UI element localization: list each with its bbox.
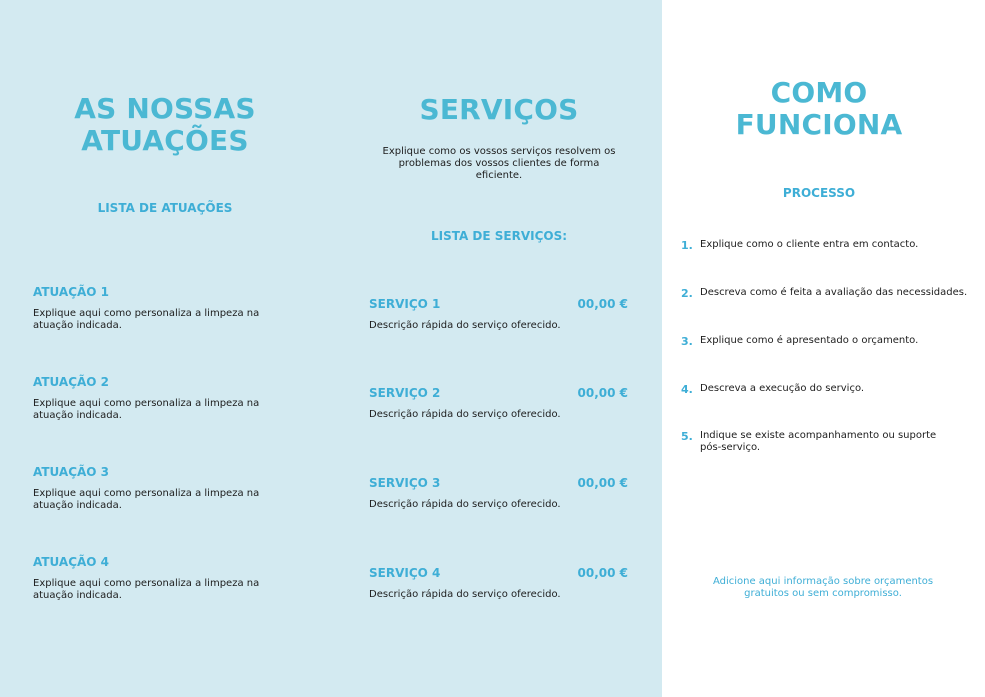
processo-subtitle: PROCESSO (782, 186, 856, 200)
atuacao-1-text: Explique aqui como personaliza a limpeza na atuação indicada. (33, 308, 260, 331)
servico-1-title: SERVIÇO 1 (369, 297, 441, 311)
atuacao-4-title: ATUAÇÃO 4 (33, 555, 110, 569)
atuacao-4-text: Explique aqui como personaliza a limpeza na atuação indicada. (33, 578, 260, 601)
atuacoes-title-line2: ATUAÇÕES (81, 124, 249, 157)
servicos-title: SERVIÇOS (419, 93, 579, 126)
servicos-subtitle: LISTA DE SERVIÇOS: (430, 229, 568, 243)
servicos-intro: Explique como os vossos serviços resolvem os problemas dos vossos clientes de forma eficiente. (382, 146, 616, 181)
servico-3-price: 00,00 € (577, 476, 628, 490)
atuacao-3-text: Explique aqui como personaliza a limpeza na atuação indicada. (33, 488, 260, 511)
servico-4-title: SERVIÇO 4 (369, 566, 441, 580)
step-1-number: 1. (681, 239, 693, 252)
servico-3-title: SERVIÇO 3 (369, 476, 441, 490)
step-2-text: Descreva como é feita a avaliação das necessidades. (700, 287, 968, 298)
orcamento-note: Adicione aqui informação sobre orçamentos gratuitos ou sem compromisso. (712, 576, 934, 599)
servico-2-text: Descrição rápida do serviço oferecido. (369, 409, 561, 420)
como-funciona-title (694, 77, 944, 141)
servico-2-title: SERVIÇO 2 (369, 386, 441, 400)
servico-1-price: 00,00 € (577, 297, 628, 311)
atuacao-1-title: ATUAÇÃO 1 (33, 285, 110, 299)
step-3-text: Explique como é apresentado o orçamento. (700, 335, 919, 346)
step-4-text: Descreva a execução do serviço. (700, 383, 865, 394)
servico-4-price: 00,00 € (577, 566, 628, 580)
servico-4-text: Descrição rápida do serviço oferecido. (369, 589, 561, 600)
step-1-text: Explique como o cliente entra em contacto. (700, 239, 919, 250)
atuacoes-title-line1: AS NOSSAS (74, 92, 256, 125)
step-5-number: 5. (681, 430, 693, 443)
atuacoes-title (40, 93, 290, 157)
servico-2-price: 00,00 € (577, 386, 628, 400)
step-5-text: Indique se existe acompanhamento ou suporte pós-serviço. (700, 430, 937, 453)
servico-3-text: Descrição rápida do serviço oferecido. (369, 499, 561, 510)
como-funciona-title-line1: COMO (770, 76, 868, 109)
atuacoes-subtitle: LISTA DE ATUAÇÕES (97, 201, 233, 215)
step-3-number: 3. (681, 335, 693, 348)
como-funciona-title-line2: FUNCIONA (735, 108, 903, 141)
step-2-number: 2. (681, 287, 693, 300)
atuacao-2-text: Explique aqui como personaliza a limpeza na atuação indicada. (33, 398, 260, 421)
step-4-number: 4. (681, 383, 693, 396)
servico-1-text: Descrição rápida do serviço oferecido. (369, 320, 561, 331)
atuacao-3-title: ATUAÇÃO 3 (33, 465, 110, 479)
atuacao-2-title: ATUAÇÃO 2 (33, 375, 110, 389)
